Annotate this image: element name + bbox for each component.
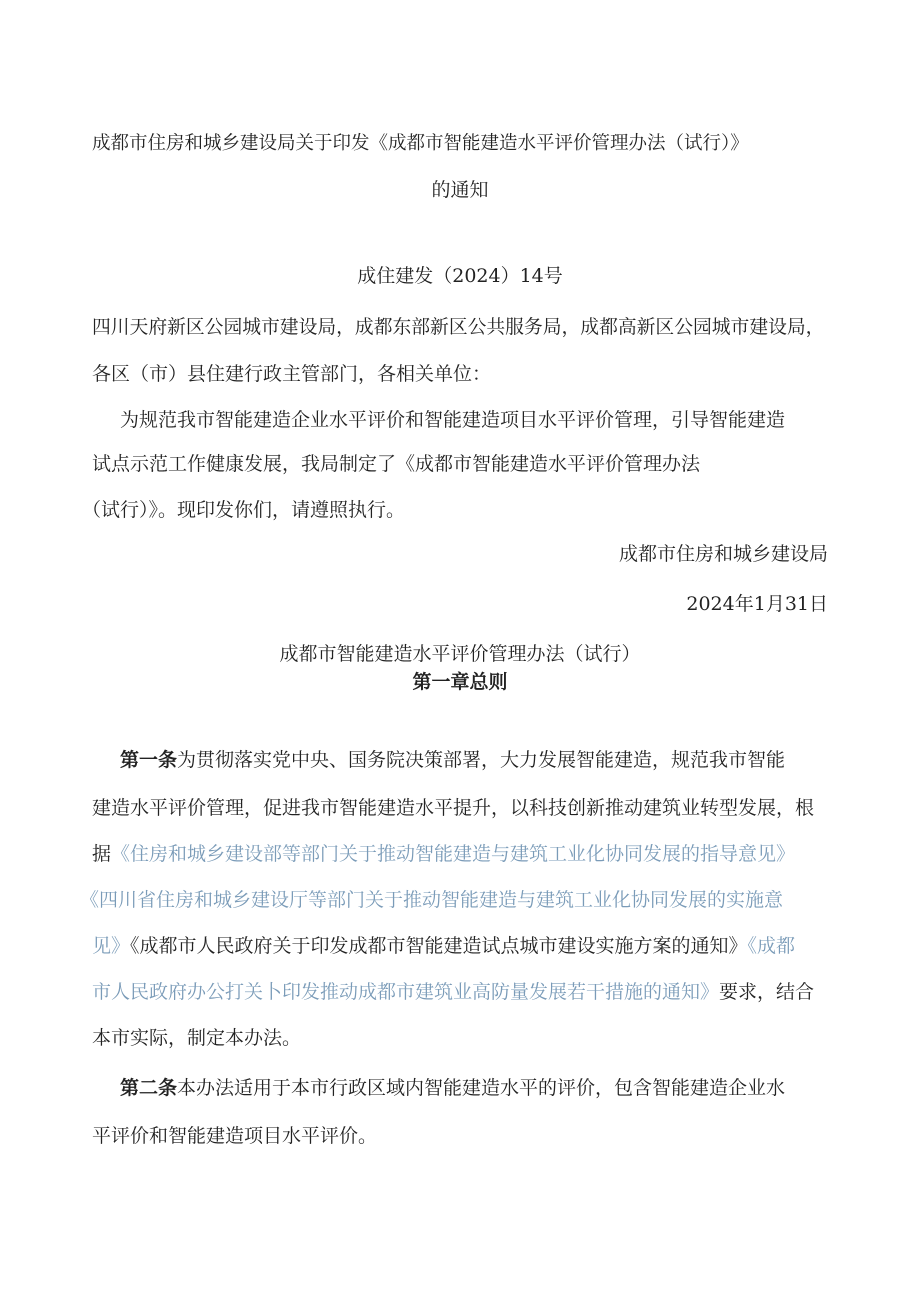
- sichuan-implementation-link[interactable]: 《四川省住房和城乡建设厅等部门关于推动智能建造与建筑工业化协同发展的实施意: [80, 889, 784, 911]
- signature-org: 成都市住房和城乡建设局: [618, 543, 828, 565]
- article1-line4: [80, 888, 783, 912]
- body-line3: （试行）》。现印发你们，请遵照执行。: [82, 499, 406, 521]
- article1-line7: 本市实际，制定本办法。: [92, 1027, 302, 1049]
- article1-text6: 要求，结合: [719, 981, 815, 1003]
- chengdu-measures-link[interactable]: 《成都: [747, 935, 796, 957]
- chapter-heading: 第一章总则: [412, 671, 508, 693]
- article1-line2: 建造水平评价管理，促进我市智能建造水平提升，以科技创新推动建筑业转型发展，根: [92, 797, 815, 819]
- article2-line1: [120, 1076, 785, 1100]
- article1-label: 第一条: [120, 749, 178, 771]
- recipients-line1: 四川天府新区公园城市建设局，成都东部新区公共服务局，成都高新区公园城市建设局，: [92, 317, 825, 338]
- signature-date: 2024年1月31日: [686, 593, 828, 615]
- body-line1: 为规范我市智能建造企业水平评价和智能建造项目水平评价管理，引导智能建造: [120, 409, 786, 431]
- sichuan-implementation-link-end[interactable]: 见》: [92, 935, 131, 957]
- document-title-line2: 的通知: [431, 179, 489, 201]
- article2-line2: 平评价和智能建造项目水平评价。: [92, 1125, 378, 1147]
- article2-label: 第二条: [120, 1077, 178, 1099]
- body-line2: 试点示范工作健康发展，我局制定了《成都市智能建造水平评价管理办法: [92, 453, 701, 475]
- guidance-opinion-link[interactable]: 《住房和城乡建设部等部门关于推动智能建造与建筑工业化协同发展的指导意见》: [111, 843, 796, 865]
- article1-line6: [92, 980, 814, 1004]
- article2-text1: 本办法适用于本市行政区域内智能建造水平的评价，包含智能建造企业水: [177, 1077, 786, 1099]
- attachment-title: 成都市智能建造水平评价管理办法（试行）: [279, 643, 641, 665]
- chengdu-measures-link-cont[interactable]: 市人民政府办公打关卜印发推动成都市建筑业高防量发展若干措施的通知》: [92, 981, 720, 1003]
- article1-line3: [92, 842, 795, 866]
- recipients-line2: 各区（市）县住建行政主管部门，各相关单位：: [92, 363, 492, 385]
- article1-text1: 为贯彻落实党中央、国务院决策部署，大力发展智能建造，规范我市智能: [177, 749, 786, 771]
- article1-line1: [120, 748, 785, 772]
- article1-line5: [92, 934, 795, 958]
- document-number: 成住建发（2024）14号: [357, 265, 563, 287]
- article1-text3: 据: [92, 843, 112, 865]
- document-title-line1: 成都市住房和城乡建设局关于印发《成都市智能建造水平评价管理办法（试行）》: [92, 133, 749, 154]
- chengdu-pilot-plan-text: 《成都市人民政府关于印发成都市智能建造试点城市建设实施方案的通知》: [130, 935, 748, 957]
